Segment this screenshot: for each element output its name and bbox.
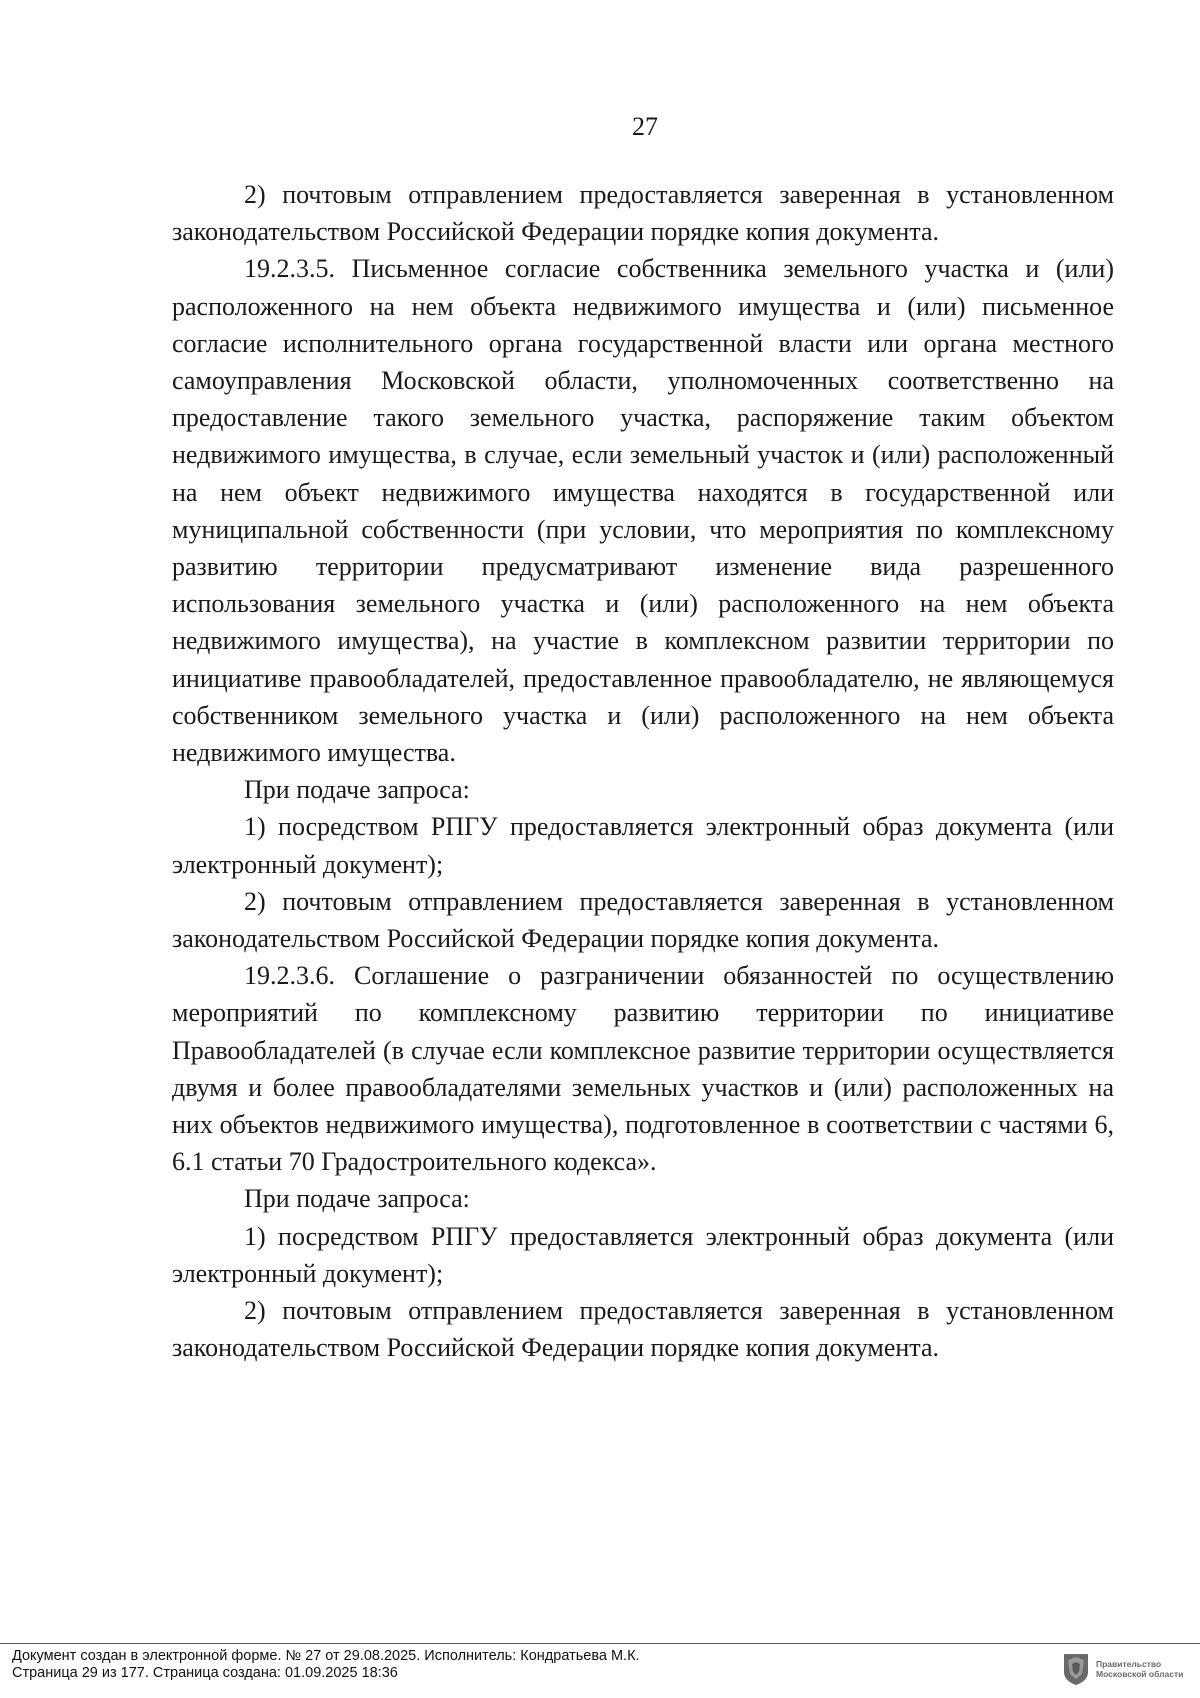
page-number: 27 (632, 112, 658, 141)
coat-of-arms-icon (1062, 1652, 1090, 1686)
paragraph-8: 1) посредством РПГУ предоставляется электронный образ документа (или электронный документ); (172, 1221, 1114, 1288)
paragraph-6: 19.2.3.6. Соглашение о разграничении обязанностей по осуществлению мероприятий по комплексному развитию территории по инициативе Правообладателей (в случае если комплексное развитие территории осуществляется двумя и более правообладателями земельных участков и (или) расположенных на них объектов недвижимого имущества), подготовленное в соответствии с частями 6, 6.1 статьи 70 Градостроительного кодекса». (172, 961, 1114, 1177)
paragraph-1: 2) почтовым отправлением предоставляется заверенная в установленном законодательством Российской Федерации порядке копия документа. (172, 180, 1114, 247)
paragraph-5: 2) почтовым отправлением предоставляется заверенная в установленном законодательством Российской Федерации порядке копия документа. (172, 886, 1114, 954)
footer-info (12, 1648, 640, 1681)
footer-line-1: Документ создан в электронной форме. № 27 от 29.08.2025. Исполнитель: Кондратьева М.К. (12, 1648, 640, 1664)
paragraph-9: 2) почтовым отправлением предоставляется заверенная в установленном законодательством Российской Федерации порядке копия документа. (172, 1296, 1114, 1363)
paragraph-3: При подаче запроса: (244, 775, 470, 805)
org-name-line-1: Правительство (1096, 1659, 1162, 1669)
document-body (172, 176, 1114, 1367)
paragraph-2: 19.2.3.5. Письменное согласие собственника земельного участка и (или) расположенного на нем объекта недвижимого имущества и (или) письменное согласие исполнительного органа государственной власти или органа местного самоуправления Московской области, уполномоченных соответственно на предоставление такого земельного участка, распоряжение таким объектом недвижимого имущества, в случае, если земельный участок и (или) расположенный на нем объект недвижимого имущества находятся в государственной или муниципальной собственности (при условии, что мероприятия по комплексному развитию территории предусматривают изменение вида разрешенного использования земельного участка и (или) расположенного на нем объекта недвижимого имущества), на участие в комплексном развитии территории по инициативе правообладателей, предоставленное правообладателю, не являющемуся собственником земельного участка и (или) расположенного на нем объекта недвижимого имущества. (172, 254, 1114, 768)
government-logo (1062, 1650, 1192, 1688)
paragraph-4: 1) посредством РПГУ предоставляется электронный образ документа (или электронный документ); (172, 812, 1114, 879)
paragraph-7: При подаче запроса: (244, 1184, 470, 1214)
footer-divider (0, 1643, 1200, 1644)
org-name-line-2: Московской области (1096, 1669, 1184, 1679)
org-name (1096, 1659, 1183, 1679)
footer-line-2: Страница 29 из 177. Страница создана: 01.09.2025 18:36 (12, 1664, 398, 1681)
